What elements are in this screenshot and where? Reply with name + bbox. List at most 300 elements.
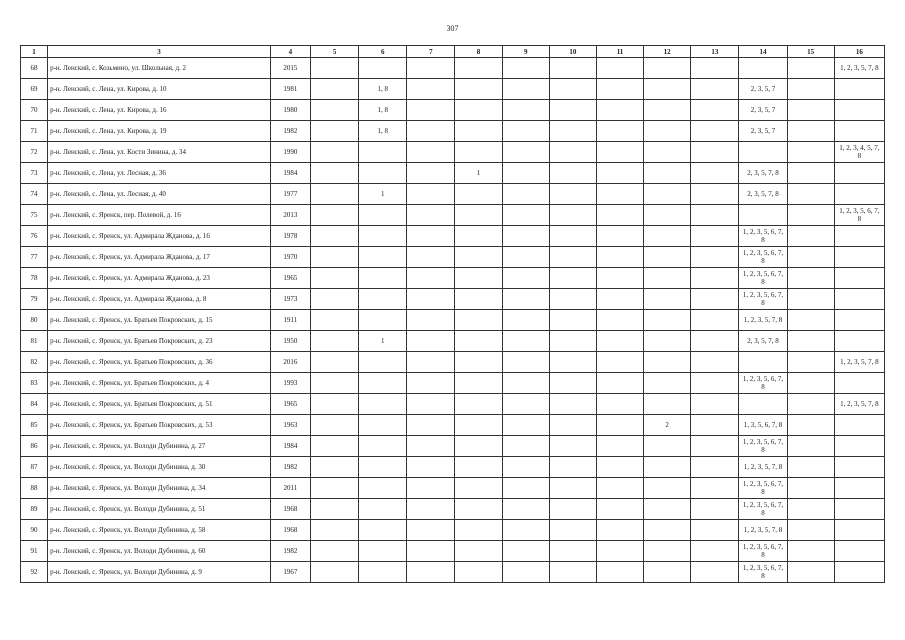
table-row (21, 121, 885, 142)
address-cell: р-н. Ленский, с. Яренск, ул. Володи Дубинина, д. 27 (48, 436, 271, 457)
code-cell (834, 247, 884, 268)
code-cell (739, 394, 787, 415)
address-cell: р-н. Ленский, с. Яренск, ул. Адмирала Жданова, д. 8 (48, 289, 271, 310)
address-cell: р-н. Ленский, с. Яренск, ул. Володи Дубинина, д. 60 (48, 541, 271, 562)
code-cell (596, 394, 643, 415)
code-cell (359, 478, 407, 499)
table-row (21, 478, 885, 499)
row-number-cell: 79 (21, 289, 48, 310)
code-cell (407, 478, 455, 499)
code-cell (644, 352, 691, 373)
code-cell (596, 205, 643, 226)
code-cell (359, 541, 407, 562)
address-cell: р-н. Ленский, с. Козьмино, ул. Школьная, д. 2 (48, 58, 271, 79)
code-cell (359, 415, 407, 436)
row-number-cell: 71 (21, 121, 48, 142)
table-row (21, 58, 885, 79)
code-cell (455, 331, 502, 352)
code-cell (502, 226, 549, 247)
code-cell (455, 415, 502, 436)
row-number-cell: 68 (21, 58, 48, 79)
code-cell (502, 331, 549, 352)
code-cell (502, 478, 549, 499)
code-cell (455, 373, 502, 394)
code-cell (455, 184, 502, 205)
year-cell: 1980 (270, 100, 310, 121)
code-cell (691, 163, 739, 184)
code-cell (644, 58, 691, 79)
address-cell: р-н. Ленский, с. Яренск, ул. Братьев Покровских, д. 23 (48, 331, 271, 352)
code-cell (596, 121, 643, 142)
address-cell: р-н. Ленский, с. Яренск, ул. Володи Дубинина, д. 34 (48, 478, 271, 499)
code-cell (359, 205, 407, 226)
address-cell: р-н. Ленский, с. Яренск, ул. Володи Дубинина, д. 51 (48, 499, 271, 520)
year-cell: 2013 (270, 205, 310, 226)
code-cell (310, 247, 358, 268)
code-cell (407, 352, 455, 373)
code-cell (407, 331, 455, 352)
code-cell (549, 58, 596, 79)
code-cell (644, 310, 691, 331)
table-row (21, 541, 885, 562)
code-cell: 1, 2, 3, 5, 6, 7, 8 (739, 478, 787, 499)
page-number: 307 (446, 24, 459, 33)
code-cell (455, 394, 502, 415)
code-cell (310, 331, 358, 352)
address-cell: р-н. Ленский, с. Лена, ул. Кости Зинина, д. 34 (48, 142, 271, 163)
code-cell (644, 163, 691, 184)
code-cell (834, 310, 884, 331)
code-cell (310, 541, 358, 562)
code-cell (455, 289, 502, 310)
code-cell (407, 100, 455, 121)
table-row (21, 268, 885, 289)
row-number-cell: 73 (21, 163, 48, 184)
code-cell: 2, 3, 5, 7, 8 (739, 331, 787, 352)
code-cell (455, 247, 502, 268)
code-cell (596, 79, 643, 100)
code-cell (549, 79, 596, 100)
code-cell (455, 499, 502, 520)
year-cell: 2016 (270, 352, 310, 373)
code-cell (739, 352, 787, 373)
code-cell (691, 352, 739, 373)
column-header: 12 (644, 46, 691, 58)
code-cell (502, 100, 549, 121)
code-cell (644, 289, 691, 310)
code-cell (596, 520, 643, 541)
code-cell (787, 562, 834, 583)
code-cell (834, 457, 884, 478)
row-number-cell: 91 (21, 541, 48, 562)
code-cell: 1, 2, 3, 5, 6, 7, 8 (739, 562, 787, 583)
code-cell (834, 562, 884, 583)
code-cell (407, 184, 455, 205)
year-cell: 1977 (270, 184, 310, 205)
code-cell: 1, 2, 3, 5, 7, 8 (834, 394, 884, 415)
code-cell (596, 415, 643, 436)
code-cell (644, 205, 691, 226)
table-row (21, 562, 885, 583)
row-number-cell: 70 (21, 100, 48, 121)
year-cell: 1984 (270, 436, 310, 457)
code-cell (596, 352, 643, 373)
year-cell: 1970 (270, 247, 310, 268)
code-cell (310, 457, 358, 478)
code-cell (834, 373, 884, 394)
code-cell (549, 520, 596, 541)
year-cell: 1990 (270, 142, 310, 163)
code-cell (310, 310, 358, 331)
code-cell (310, 142, 358, 163)
code-cell (549, 373, 596, 394)
code-cell (596, 457, 643, 478)
code-cell: 1, 2, 3, 5, 7, 8 (834, 58, 884, 79)
table-row (21, 352, 885, 373)
code-cell (644, 457, 691, 478)
code-cell (359, 58, 407, 79)
code-cell (834, 226, 884, 247)
code-cell (549, 541, 596, 562)
year-cell: 1993 (270, 373, 310, 394)
table-row (21, 415, 885, 436)
code-cell (787, 541, 834, 562)
year-cell: 1973 (270, 289, 310, 310)
row-number-cell: 76 (21, 226, 48, 247)
year-cell: 1968 (270, 520, 310, 541)
code-cell (596, 289, 643, 310)
code-cell (407, 79, 455, 100)
code-cell (310, 499, 358, 520)
code-cell (549, 226, 596, 247)
table-row (21, 436, 885, 457)
code-cell (549, 184, 596, 205)
row-number-cell: 81 (21, 331, 48, 352)
code-cell (644, 436, 691, 457)
code-cell (644, 478, 691, 499)
table-row (21, 520, 885, 541)
code-cell (834, 415, 884, 436)
row-number-cell: 85 (21, 415, 48, 436)
table-row (21, 331, 885, 352)
code-cell (359, 457, 407, 478)
address-cell: р-н. Ленский, с. Яренск, ул. Братьев Покровских, д. 4 (48, 373, 271, 394)
code-cell (407, 457, 455, 478)
code-cell (407, 226, 455, 247)
code-cell (691, 268, 739, 289)
code-cell (502, 142, 549, 163)
address-cell: р-н. Ленский, с. Яренск, ул. Братьев Покровских, д. 53 (48, 415, 271, 436)
table-row (21, 499, 885, 520)
year-cell: 1982 (270, 457, 310, 478)
code-cell (834, 499, 884, 520)
table-row (21, 289, 885, 310)
code-cell (359, 352, 407, 373)
code-cell (549, 394, 596, 415)
code-cell (691, 499, 739, 520)
code-cell (359, 289, 407, 310)
code-cell (691, 436, 739, 457)
code-cell (310, 562, 358, 583)
code-cell (787, 247, 834, 268)
code-cell (407, 394, 455, 415)
code-cell (310, 520, 358, 541)
code-cell: 1, 2, 3, 5, 6, 7, 8 (834, 205, 884, 226)
code-cell (310, 121, 358, 142)
code-cell (407, 205, 455, 226)
code-cell: 1, 8 (359, 100, 407, 121)
row-number-cell: 78 (21, 268, 48, 289)
code-cell (787, 415, 834, 436)
code-cell: 2, 3, 5, 7 (739, 100, 787, 121)
code-cell (644, 268, 691, 289)
code-cell (787, 226, 834, 247)
code-cell (549, 562, 596, 583)
code-cell (502, 499, 549, 520)
address-cell: р-н. Ленский, с. Яренск, ул. Володи Дубинина, д. 58 (48, 520, 271, 541)
code-cell (310, 58, 358, 79)
code-cell (455, 352, 502, 373)
code-cell (549, 331, 596, 352)
code-cell (834, 331, 884, 352)
row-number-cell: 75 (21, 205, 48, 226)
table-row (21, 79, 885, 100)
code-cell (502, 58, 549, 79)
table-row (21, 205, 885, 226)
code-cell (310, 268, 358, 289)
column-header: 5 (310, 46, 358, 58)
code-cell (455, 457, 502, 478)
code-cell (787, 520, 834, 541)
table-row (21, 310, 885, 331)
year-cell: 1968 (270, 499, 310, 520)
code-cell (596, 499, 643, 520)
code-cell (691, 478, 739, 499)
code-cell (359, 520, 407, 541)
code-cell (596, 226, 643, 247)
code-cell (455, 436, 502, 457)
code-cell (310, 184, 358, 205)
row-number-cell: 88 (21, 478, 48, 499)
code-cell (644, 541, 691, 562)
code-cell (359, 310, 407, 331)
code-cell (691, 226, 739, 247)
code-cell (455, 121, 502, 142)
row-number-cell: 90 (21, 520, 48, 541)
code-cell (834, 184, 884, 205)
code-cell (549, 142, 596, 163)
year-cell: 1981 (270, 79, 310, 100)
year-cell: 1982 (270, 541, 310, 562)
row-number-cell: 80 (21, 310, 48, 331)
code-cell (644, 79, 691, 100)
column-header: 8 (455, 46, 502, 58)
code-cell (549, 457, 596, 478)
code-cell (596, 436, 643, 457)
column-header: 3 (48, 46, 271, 58)
code-cell (359, 436, 407, 457)
address-cell: р-н. Ленский, с. Яренск, пер. Полевой, д. 16 (48, 205, 271, 226)
code-cell (455, 58, 502, 79)
code-cell (834, 541, 884, 562)
code-cell (596, 373, 643, 394)
code-cell (787, 352, 834, 373)
table-row (21, 394, 885, 415)
code-cell: 2, 3, 5, 7, 8 (739, 163, 787, 184)
code-cell (691, 394, 739, 415)
code-cell (549, 205, 596, 226)
code-cell (787, 142, 834, 163)
code-cell (644, 373, 691, 394)
code-cell (502, 562, 549, 583)
code-cell (596, 562, 643, 583)
code-cell: 1 (359, 184, 407, 205)
column-header: 9 (502, 46, 549, 58)
code-cell (691, 58, 739, 79)
code-cell (644, 331, 691, 352)
code-cell (691, 562, 739, 583)
code-cell (455, 478, 502, 499)
code-cell (691, 541, 739, 562)
code-cell (644, 121, 691, 142)
code-cell (787, 478, 834, 499)
code-cell (834, 268, 884, 289)
code-cell (455, 268, 502, 289)
address-cell: р-н. Ленский, с. Лена, ул. Лесная, д. 36 (48, 163, 271, 184)
code-cell (596, 541, 643, 562)
code-cell (502, 352, 549, 373)
code-cell: 1, 2, 3, 5, 7, 8 (834, 352, 884, 373)
address-cell: р-н. Ленский, с. Лена, ул. Кирова, д. 19 (48, 121, 271, 142)
row-number-cell: 72 (21, 142, 48, 163)
code-cell (359, 373, 407, 394)
column-header: 16 (834, 46, 884, 58)
row-number-cell: 69 (21, 79, 48, 100)
code-cell (502, 394, 549, 415)
code-cell (739, 205, 787, 226)
code-cell (407, 121, 455, 142)
row-number-cell: 87 (21, 457, 48, 478)
code-cell (549, 247, 596, 268)
code-cell (691, 289, 739, 310)
row-number-cell: 82 (21, 352, 48, 373)
code-cell (549, 268, 596, 289)
code-cell (691, 100, 739, 121)
code-cell (455, 310, 502, 331)
code-cell (455, 205, 502, 226)
code-cell (644, 142, 691, 163)
code-cell (407, 415, 455, 436)
table-row (21, 100, 885, 121)
code-cell: 1, 2, 3, 4, 5, 7, 8 (834, 142, 884, 163)
code-cell (407, 541, 455, 562)
code-cell (455, 79, 502, 100)
code-cell (691, 79, 739, 100)
code-cell (644, 100, 691, 121)
code-cell (407, 142, 455, 163)
address-cell: р-н. Ленский, с. Яренск, ул. Братьев Покровских, д. 15 (48, 310, 271, 331)
code-cell (787, 331, 834, 352)
column-header: 13 (691, 46, 739, 58)
year-cell: 1967 (270, 562, 310, 583)
code-cell (596, 100, 643, 121)
code-cell (834, 100, 884, 121)
code-cell (787, 100, 834, 121)
code-cell (644, 247, 691, 268)
year-cell: 1965 (270, 394, 310, 415)
year-cell: 1982 (270, 121, 310, 142)
code-cell (691, 373, 739, 394)
code-cell (834, 289, 884, 310)
code-cell (407, 436, 455, 457)
code-cell (455, 100, 502, 121)
code-cell (407, 163, 455, 184)
code-cell (691, 310, 739, 331)
code-cell (359, 394, 407, 415)
code-cell (310, 163, 358, 184)
code-cell (834, 478, 884, 499)
table-row (21, 184, 885, 205)
code-cell (549, 352, 596, 373)
code-cell (502, 121, 549, 142)
code-cell (596, 58, 643, 79)
code-cell (596, 478, 643, 499)
code-cell (691, 184, 739, 205)
code-cell (549, 289, 596, 310)
table-row (21, 226, 885, 247)
code-cell (596, 247, 643, 268)
code-cell (455, 520, 502, 541)
code-cell (310, 373, 358, 394)
column-header: 4 (270, 46, 310, 58)
code-cell (359, 226, 407, 247)
code-cell (691, 457, 739, 478)
code-cell: 1, 2, 3, 5, 7, 8 (739, 520, 787, 541)
code-cell (787, 184, 834, 205)
year-cell: 2015 (270, 58, 310, 79)
table-row (21, 373, 885, 394)
address-cell: р-н. Ленский, с. Лена, ул. Лесная, д. 40 (48, 184, 271, 205)
table-row (21, 163, 885, 184)
code-cell (787, 436, 834, 457)
code-cell (359, 163, 407, 184)
code-cell (502, 520, 549, 541)
table-row (21, 142, 885, 163)
code-cell (596, 268, 643, 289)
code-cell (359, 142, 407, 163)
code-cell (502, 268, 549, 289)
row-number-cell: 83 (21, 373, 48, 394)
code-cell (549, 163, 596, 184)
code-cell (691, 331, 739, 352)
code-cell: 1, 2, 3, 5, 7, 8 (739, 457, 787, 478)
code-cell (691, 415, 739, 436)
code-cell (502, 373, 549, 394)
row-number-cell: 84 (21, 394, 48, 415)
column-header: 11 (596, 46, 643, 58)
code-cell: 1, 2, 3, 5, 6, 7, 8 (739, 499, 787, 520)
code-cell (310, 226, 358, 247)
code-cell: 1, 3, 5, 6, 7, 8 (739, 415, 787, 436)
code-cell (359, 562, 407, 583)
code-cell (596, 163, 643, 184)
code-cell: 1, 2, 3, 5, 6, 7, 8 (739, 247, 787, 268)
year-cell: 2011 (270, 478, 310, 499)
code-cell (834, 121, 884, 142)
code-cell (644, 499, 691, 520)
register-table (20, 45, 885, 583)
code-cell (691, 142, 739, 163)
